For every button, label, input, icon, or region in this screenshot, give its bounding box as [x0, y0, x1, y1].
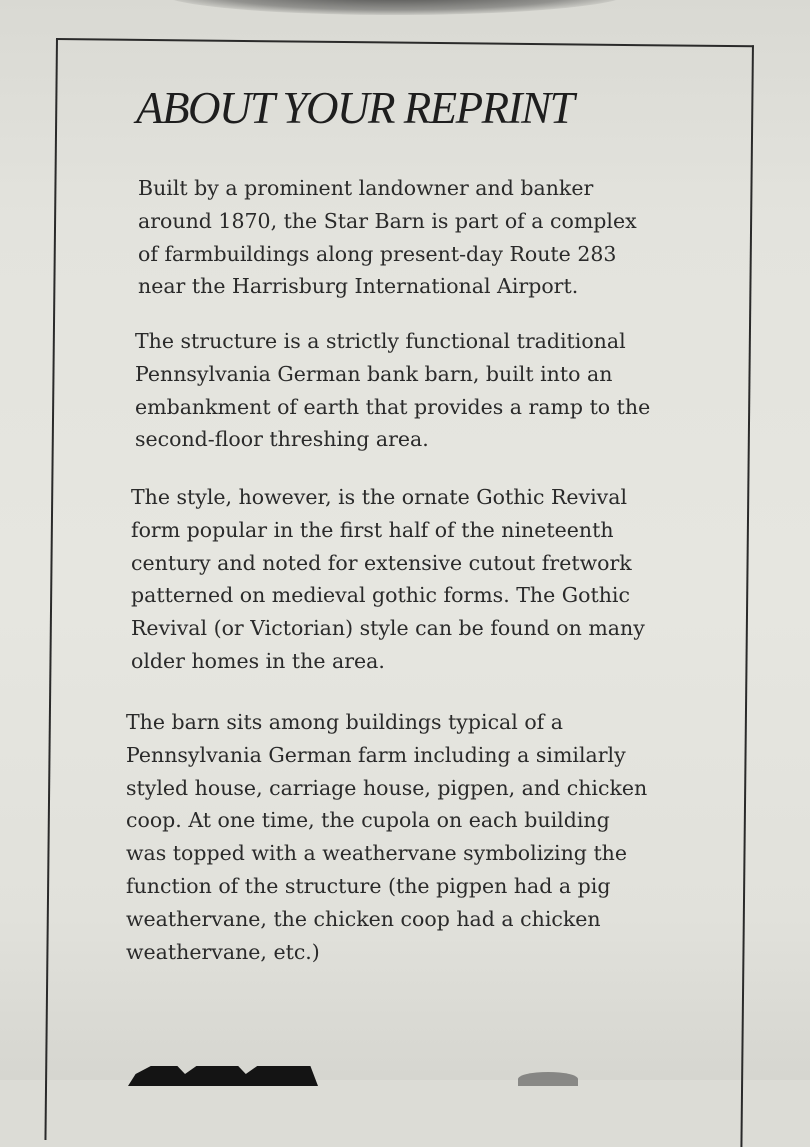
text-line: century and noted for extensive cutout fretwork — [131, 550, 632, 575]
text-line: was topped with a weathervane symbolizing the — [126, 841, 628, 866]
text-line: around 1870, the Star Barn is part of a complex — [138, 208, 637, 233]
text-line: weathervane, the chicken coop had a chicken — [126, 906, 601, 931]
text-line: near the Harrisburg International Airport. — [138, 274, 579, 299]
text-line: second-floor threshing area. — [135, 427, 429, 452]
text-line: patterned on medieval gothic forms. The Gothic — [131, 583, 630, 608]
text-line: function of the structure (the pigpen had a pig — [126, 873, 611, 898]
logo-mark-partial — [518, 1072, 578, 1086]
text-line: Revival (or Victorian) style can be found on many — [131, 616, 645, 641]
text-line: styled house, carriage house, pigpen, and chicken — [126, 775, 648, 800]
page-title: ABOUT YOUR REPRINT — [136, 83, 574, 133]
text-line: Built by a prominent landowner and banker — [138, 176, 594, 200]
text-line: The barn sits among buildings typical of a — [126, 710, 564, 734]
text-line: Pennsylvania German farm including a similarly — [126, 742, 626, 767]
paragraph-style — [131, 481, 731, 678]
text-line: form popular in the first half of the nineteenth — [131, 517, 614, 542]
paragraph-structure — [135, 325, 735, 456]
top-shadow — [160, 0, 630, 15]
text-line: older homes in the area. — [131, 648, 385, 673]
text-line: embankment of earth that provides a ramp to the — [135, 394, 651, 419]
text-line: of farmbuildings along present-day Route 283 — [138, 241, 617, 266]
logo-partial — [128, 1066, 318, 1086]
text-line: weathervane, etc.) — [126, 939, 320, 964]
paragraph-buildings — [126, 706, 726, 968]
text-line: The structure is a strictly functional traditional — [135, 329, 626, 353]
paragraph-history — [138, 172, 738, 303]
text-line: Pennsylvania German bank barn, built into an — [135, 361, 613, 386]
text-line: coop. At one time, the cupola on each building — [126, 808, 610, 833]
text-line: The style, however, is the ornate Gothic Revival — [131, 485, 628, 509]
